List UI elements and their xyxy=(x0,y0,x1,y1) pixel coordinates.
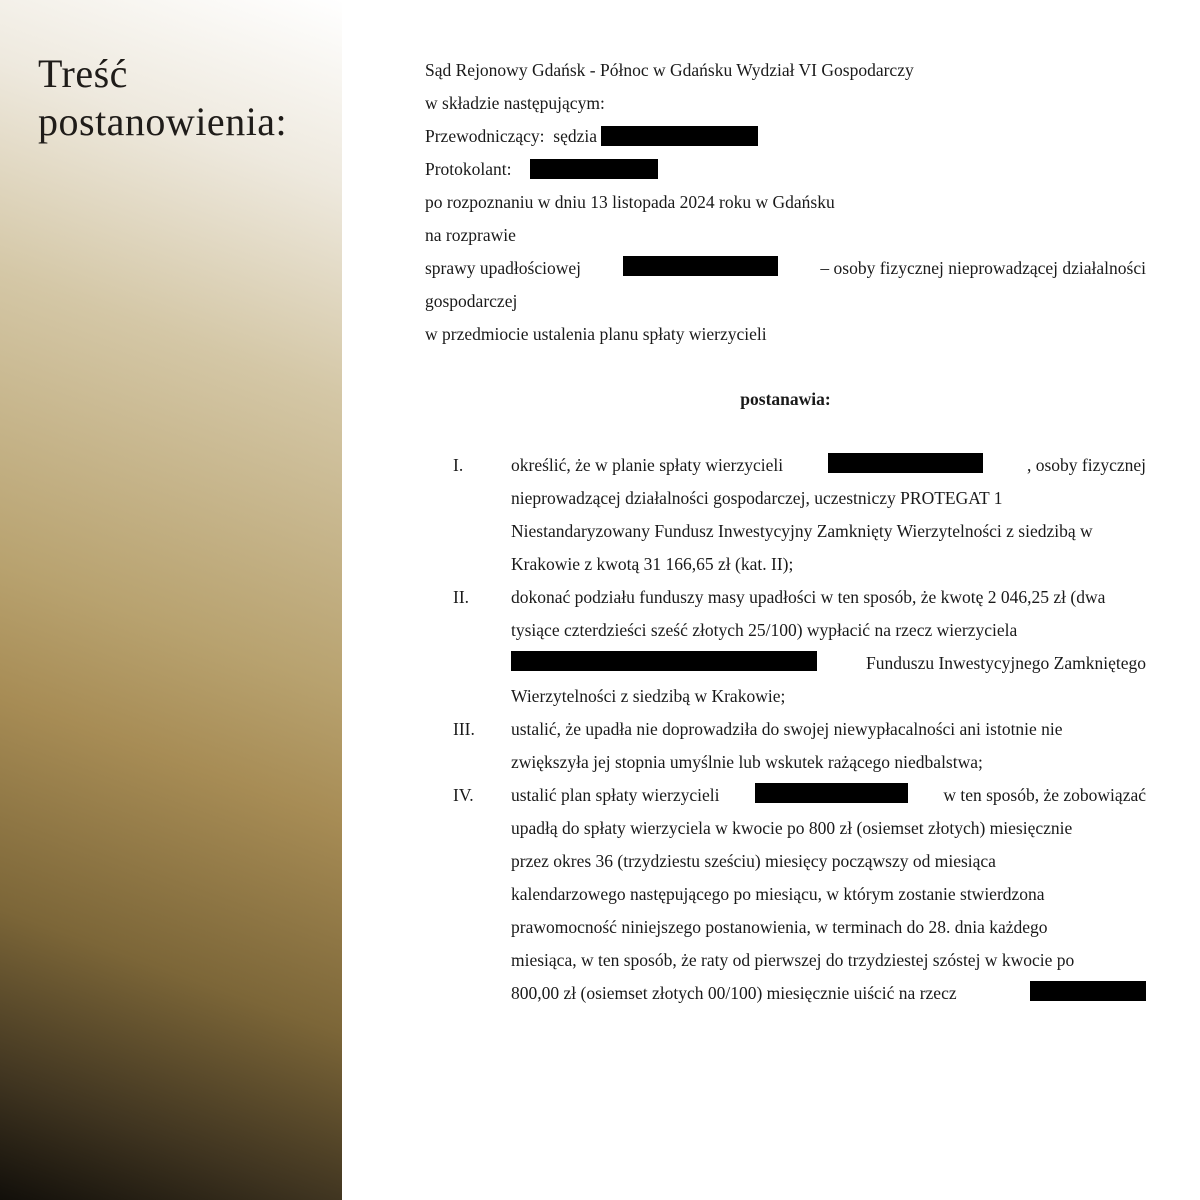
text-line: Funduszu Inwestycyjnego Zamkniętego xyxy=(866,653,1146,673)
text-line: prawomocność niniejszego postanowienia, w terminach do 28. dnia każdego xyxy=(511,917,1048,937)
redaction-bar xyxy=(1030,981,1146,1001)
redaction-bar xyxy=(511,651,817,671)
chair-line xyxy=(425,124,758,148)
text-line: określić, że w planie spłaty wierzycieli xyxy=(511,455,784,475)
text-line: Krakowie z kwotą 31 166,65 zł (kat. II); xyxy=(511,554,794,574)
chair-label: Przewodniczący: xyxy=(425,126,545,146)
sidebar-title-line1: Treść xyxy=(38,51,128,96)
sidebar-title xyxy=(38,50,287,146)
text-line: przez okres 36 (trzydziestu sześciu) miesięcy począwszy od miesiąca xyxy=(511,851,996,871)
text-line: nieprowadzącej działalności gospodarczej, uczestniczy PROTEGAT 1 xyxy=(511,488,1003,508)
text-line: Niestandaryzowany Fundusz Inwestycyjny Zamknięty Wierzytelności z siedzibą w xyxy=(511,521,1093,541)
session-line: na rozprawie xyxy=(425,225,516,245)
item-number: IV. xyxy=(453,785,474,805)
item-number: I. xyxy=(453,455,464,475)
redaction-bar xyxy=(601,126,758,146)
text-line: ustalić plan spłaty wierzycieli xyxy=(511,785,720,805)
redaction-bar xyxy=(530,159,658,179)
item-number: II. xyxy=(453,587,470,607)
text-line: upadłą do spłaty wierzyciela w kwocie po 800 zł (osiemset złotych) miesięcznie xyxy=(511,818,1073,838)
text-line: w ten sposób, że zobowiązać xyxy=(943,785,1146,805)
text-line: miesiąca, w ten sposób, że raty od pierwszej do trzydziestej szóstej w kwocie po xyxy=(511,950,1075,970)
list-item xyxy=(511,585,1146,717)
list-item xyxy=(511,717,1146,783)
composition-line: w składzie następującym: xyxy=(425,93,605,113)
case-line xyxy=(425,256,1146,280)
clerk-line xyxy=(425,157,658,181)
text-line: zwiększyła jej stopnia umyślnie lub wskutek rażącego niedbalstwa; xyxy=(511,752,983,772)
text-line: dokonać podziału funduszy masy upadłości w ten sposób, że kwotę 2 046,25 zł (dwa xyxy=(511,587,1106,607)
hearing-line: po rozpoznaniu w dniu 13 listopada 2024 roku w Gdańsku xyxy=(425,192,835,212)
text-line: ustalić, że upadła nie doprowadziła do swojej niewypłacalności ani istotnie nie xyxy=(511,719,1063,739)
subject-line: w przedmiocie ustalenia planu spłaty wierzycieli xyxy=(425,324,767,344)
text-line: tysiące czterdzieści sześć złotych 25/100) wypłacić na rzecz wierzyciela xyxy=(511,620,1018,640)
case-suffix: – osoby fizycznej nieprowadzącej działalności xyxy=(820,258,1146,278)
list-item xyxy=(511,783,1146,1014)
redaction-bar xyxy=(755,783,908,803)
list-item xyxy=(511,453,1146,585)
chair-role: sędzia xyxy=(553,126,598,146)
item-number: III. xyxy=(453,719,475,739)
court-name: Sąd Rejonowy Gdańsk - Północ w Gdańsku Wydział VI Gospodarczy xyxy=(425,60,914,80)
text-line: 800,00 zł (osiemset złotych 00/100) miesięcznie uiścić na rzecz xyxy=(511,983,957,1003)
text-line: Wierzytelności z siedzibą w Krakowie; xyxy=(511,686,786,706)
case-continuation: gospodarczej xyxy=(425,291,518,311)
sidebar-title-line2: postanowienia: xyxy=(38,99,288,144)
redaction-bar xyxy=(623,256,778,276)
case-prefix: sprawy upadłościowej xyxy=(425,258,582,278)
sidebar-panel xyxy=(0,0,342,1200)
text-line: , osoby fizycznej xyxy=(1026,455,1146,475)
text-line: kalendarzowego następującego po miesiącu, w którym zostanie stwierdzona xyxy=(511,884,1045,904)
clerk-label: Protokolant: xyxy=(425,159,512,179)
redaction-bar xyxy=(828,453,983,473)
decision-heading: postanawia: xyxy=(740,389,831,409)
